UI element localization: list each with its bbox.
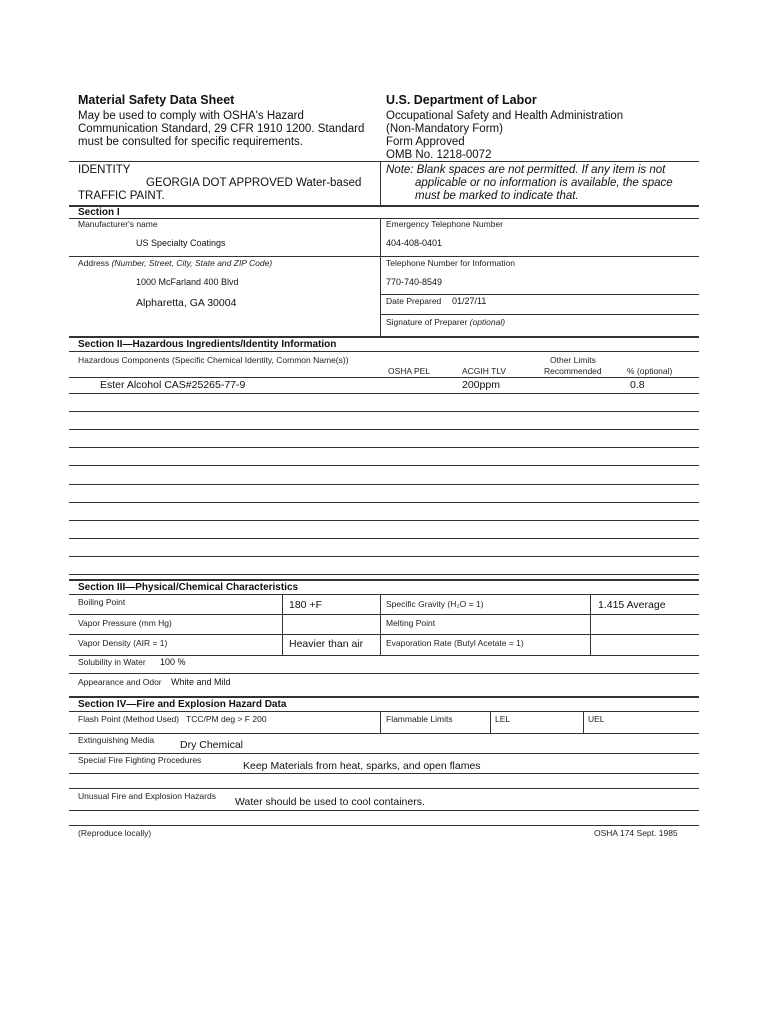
header-right-line4: OMB No. 1218-0072: [386, 149, 492, 161]
divider: [69, 655, 699, 656]
divider: [380, 161, 381, 205]
col-other-limits: Other Limits: [550, 355, 596, 365]
note-line1: Note: Blank spaces are not permitted. If any item is not: [386, 164, 666, 176]
header-right-line2: (Non-Mandatory Form): [386, 123, 503, 135]
special-procedures-value[interactable]: Keep Materials from heat, sparks, and open flames: [243, 760, 481, 772]
identity-label: IDENTITY: [78, 164, 131, 176]
address-label: [78, 258, 272, 268]
divider: [69, 711, 699, 712]
footer-form-number: OSHA 174 Sept. 1985: [594, 828, 678, 838]
extinguishing-media-label: Extinguishing Media: [78, 735, 155, 745]
address-label-detail: (Number, Street, City, State and ZIP Code): [111, 258, 273, 268]
component-row1-acgih[interactable]: 200ppm: [462, 379, 500, 391]
col-osha-pel: OSHA PEL: [388, 366, 431, 376]
special-procedures-label: Special Fire Fighting Procedures: [78, 755, 202, 765]
component-row1-percent[interactable]: 0.8: [630, 379, 645, 391]
date-prepared-value[interactable]: 01/27/11: [452, 296, 487, 306]
divider: [380, 294, 699, 295]
vapor-pressure-label: Vapor Pressure (mm Hg): [78, 618, 172, 628]
emergency-phone-value[interactable]: 404-408-0401: [386, 238, 443, 248]
table-row[interactable]: [69, 484, 699, 485]
divider: [380, 314, 699, 315]
solubility-value[interactable]: 100 %: [160, 657, 186, 667]
signature-label-text: Signature of Preparer: [386, 317, 470, 327]
divider: [69, 825, 699, 826]
divider: [380, 218, 381, 336]
boiling-point-value[interactable]: 180 +F: [289, 599, 322, 611]
divider: [69, 634, 699, 635]
divider: [69, 218, 699, 219]
specific-gravity-label: Specific Gravity (H₂O = 1): [386, 599, 484, 609]
form-title: Material Safety Data Sheet: [78, 93, 235, 107]
agency-title: U.S. Department of Labor: [386, 93, 537, 107]
divider: [590, 594, 591, 655]
manufacturer-label: Manufacturer's name: [78, 219, 158, 229]
flash-point-value[interactable]: TCC/PM deg > F 200: [186, 714, 267, 724]
identity-value-line2: TRAFFIC PAINT.: [78, 190, 165, 202]
appearance-label: Appearance and Odor: [78, 677, 162, 687]
section3-title: Section III—Physical/Chemical Characteristics: [78, 582, 299, 593]
manufacturer-value[interactable]: US Specialty Coatings: [136, 238, 226, 248]
section2-title: Section II—Hazardous Ingredients/Identity Information: [78, 339, 337, 350]
signature-label: [386, 317, 505, 327]
table-row[interactable]: [69, 556, 699, 557]
table-row[interactable]: [69, 393, 699, 394]
table-row[interactable]: [69, 465, 699, 466]
address-label-text: Address: [78, 258, 112, 268]
flammable-limits-label: Flammable Limits: [386, 714, 453, 724]
table-row[interactable]: [69, 502, 699, 503]
divider: [583, 711, 584, 733]
header-left-line1: May be used to comply with OSHA's Hazard: [78, 110, 304, 122]
emergency-phone-label: Emergency Telephone Number: [386, 219, 504, 229]
vapor-density-label: Vapor Density (AIR = 1): [78, 638, 168, 648]
divider: [69, 351, 699, 352]
table-row[interactable]: [69, 411, 699, 412]
table-row[interactable]: [69, 574, 699, 575]
solubility-label: Solubility in Water: [78, 657, 146, 667]
component-row1-name[interactable]: Ester Alcohol CAS#25265-77-9: [100, 379, 246, 391]
extinguishing-media-value[interactable]: Dry Chemical: [180, 739, 244, 751]
appearance-value[interactable]: White and Mild: [171, 677, 231, 687]
date-prepared-label: Date Prepared: [386, 296, 442, 306]
divider: [380, 711, 381, 733]
evaporation-rate-label: Evaporation Rate (Butyl Acetate = 1): [386, 638, 524, 648]
divider: [69, 753, 699, 754]
divider: [69, 161, 699, 162]
divider: [69, 696, 699, 698]
address-line1[interactable]: 1000 McFarland 400 Blvd: [136, 277, 239, 287]
section4-title: Section IV—Fire and Explosion Hazard Data: [78, 699, 287, 710]
col-percent: % (optional): [627, 366, 673, 376]
divider: [69, 579, 699, 581]
divider: [69, 810, 699, 811]
divider: [69, 594, 699, 595]
divider: [69, 205, 699, 207]
divider: [69, 614, 699, 615]
flash-point-label: Flash Point (Method Used): [78, 714, 180, 724]
specific-gravity-value[interactable]: 1.415 Average: [598, 599, 666, 611]
divider: [69, 256, 699, 257]
melting-point-label: Melting Point: [386, 618, 436, 628]
col-acgih-tlv: ACGIH TLV: [462, 366, 507, 376]
divider: [69, 788, 699, 789]
components-label: Hazardous Components (Specific Chemical Identity, Common Name(s)): [78, 355, 349, 365]
header-left-line3: must be consulted for specific requirements.: [78, 136, 303, 148]
info-phone-label: Telephone Number for Information: [386, 258, 515, 268]
divider: [380, 594, 381, 655]
divider: [69, 733, 699, 734]
unusual-hazards-label: Unusual Fire and Explosion Hazards: [78, 791, 216, 801]
table-row[interactable]: [69, 429, 699, 430]
lel-label[interactable]: LEL: [495, 714, 511, 724]
signature-label-optional: (optional): [469, 317, 506, 327]
table-row[interactable]: [69, 447, 699, 448]
identity-value-line1: GEORGIA DOT APPROVED Water-based: [146, 177, 362, 189]
header-left-line2: Communication Standard, 29 CFR 1910 1200. Standard: [78, 123, 365, 135]
header-right-line1: Occupational Safety and Health Administration: [386, 110, 624, 122]
info-phone-value[interactable]: 770-740-8549: [386, 277, 443, 287]
divider: [69, 673, 699, 674]
boiling-point-label: Boiling Point: [78, 597, 126, 607]
note-line2: applicable or no information is available, the space: [415, 177, 673, 189]
vapor-density-value[interactable]: Heavier than air: [289, 638, 364, 650]
address-line2[interactable]: Alpharetta, GA 30004: [136, 297, 237, 309]
divider: [69, 377, 699, 378]
table-row[interactable]: [69, 520, 699, 521]
note-line3: must be marked to indicate that.: [415, 190, 579, 202]
divider: [490, 711, 491, 733]
divider: [282, 594, 283, 655]
header-right-line3: Form Approved: [386, 136, 465, 148]
divider: [69, 773, 699, 774]
table-row[interactable]: [69, 538, 699, 539]
unusual-hazards-value[interactable]: Water should be used to cool containers.: [235, 796, 425, 808]
col-recommended: Recommended: [544, 366, 602, 376]
uel-label[interactable]: UEL: [588, 714, 605, 724]
section1-title: Section I: [78, 207, 120, 218]
footer-reproduce: (Reproduce locally): [78, 828, 152, 838]
divider: [69, 336, 699, 338]
